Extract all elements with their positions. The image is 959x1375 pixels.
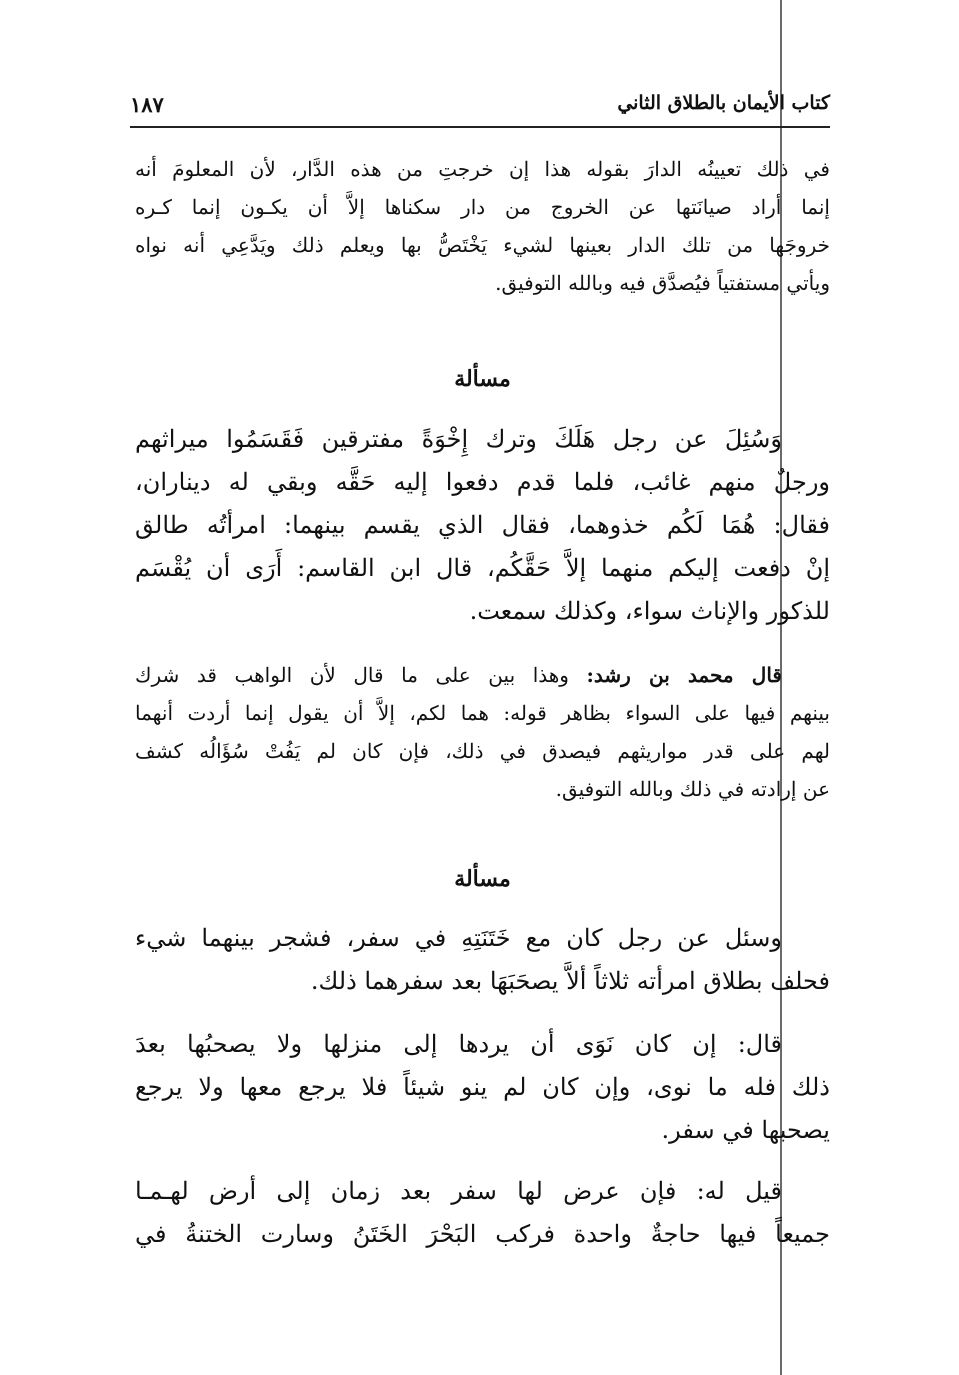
text-line: إنْ دفعت إليكم منهما إلاَّ حَقَّكُم، قال ابن القاسم: أَرَى أن يُقْسَم	[135, 554, 830, 582]
text-line: ورجلٌ منهم غائب، فلما قدم دفعوا إليه حَقَّه وبقي له ديناران،	[135, 468, 830, 496]
text-line	[135, 656, 830, 694]
text-line: وَسُئِلَ عن رجل هَلَكَ وترك إِخْوَةً مفترقين فَقَسَمُوا ميراثهم	[135, 425, 782, 453]
text-line: يصحبها في سفر.	[661, 1116, 830, 1144]
text-line: بينهم فيها على السواء بظاهر قوله: هما لكم، إلاَّ أن يقول إنما أردت أنهما	[135, 701, 830, 725]
page-number: ١٨٧	[130, 92, 164, 117]
commentary-lead: قال محمد بن رشد:	[586, 663, 782, 687]
text-line: فحلف بطلاق امرأته ثلاثاً ألاَّ يصحَبَهَا بعد سفرهما ذلك.	[310, 967, 830, 995]
text-fragment: وهذا بين على ما قال لأن الواهب قد شرك	[135, 663, 587, 687]
paragraph-5	[135, 1023, 830, 1152]
paragraph-6	[135, 1170, 830, 1256]
paragraph-4	[135, 917, 830, 1003]
paragraph-2	[135, 418, 830, 633]
text-line: ذلك فله ما نوى، وإن كان لم ينو شيئاً فلا يرجع معها ولا يرجع	[135, 1073, 830, 1101]
text-line: في ذلك تعيينُه الدارَ بقوله هذا إن خرجتِ من هذه الدَّار، لأن المعلومَ أنه	[135, 157, 830, 181]
paragraph-3	[135, 656, 830, 808]
text-line: وسئل عن رجل كان مع خَتَنَتِهِ في سفر، فشجر بينهما شيء	[135, 924, 782, 952]
section-heading: مسألة	[454, 866, 511, 892]
text-line: قيل له: فإن عرض لها سفر بعد زمان إلى أرض لهـمـا	[135, 1177, 782, 1205]
page-header	[130, 92, 830, 126]
text-line: ويأتي مستفتياً فيُصدَّق فيه وبالله التوفيق.	[495, 271, 830, 295]
text-line: لهم على قدر مواريثهم فيصدق في ذلك، فإن كان لم يَفُتْ سُؤَالُه كشف	[135, 739, 830, 763]
paragraph-1	[135, 150, 830, 302]
header-rule	[130, 126, 830, 128]
running-title: كتاب الأيمان بالطلاق الثاني	[617, 92, 830, 114]
text-line: عن إرادته في ذلك وبالله التوفيق.	[555, 777, 830, 801]
text-line: جميعاً فيها حاجةٌ واحدة فركب البَحْرَ الخَتَنُ وسارت الختنةُ في	[135, 1220, 830, 1248]
text-line: قال: إن كان نَوَى أن يردها إلى منزلها ولا يصحبُها بعدَ	[135, 1030, 782, 1058]
text-line: للذكور والإناث سواء، وكذلك سمعت.	[469, 597, 830, 625]
text-line: فقال: هُمَا لَكُم خذوهما، فقال الذي يقسم بينهما: امرأتُه طالق	[135, 511, 830, 539]
text-line: خروجَها من تلك الدار بعينها لشيء يَخْتَصُّ بها ويعلم ذلك ويَدَّعِي أنه نواه	[135, 233, 830, 257]
text-line: إنما أراد صيانَتها عن الخروج من دار سكناها إلاَّ أن يكـون إنما كـره	[135, 195, 830, 219]
section-heading: مسألة	[454, 366, 511, 392]
